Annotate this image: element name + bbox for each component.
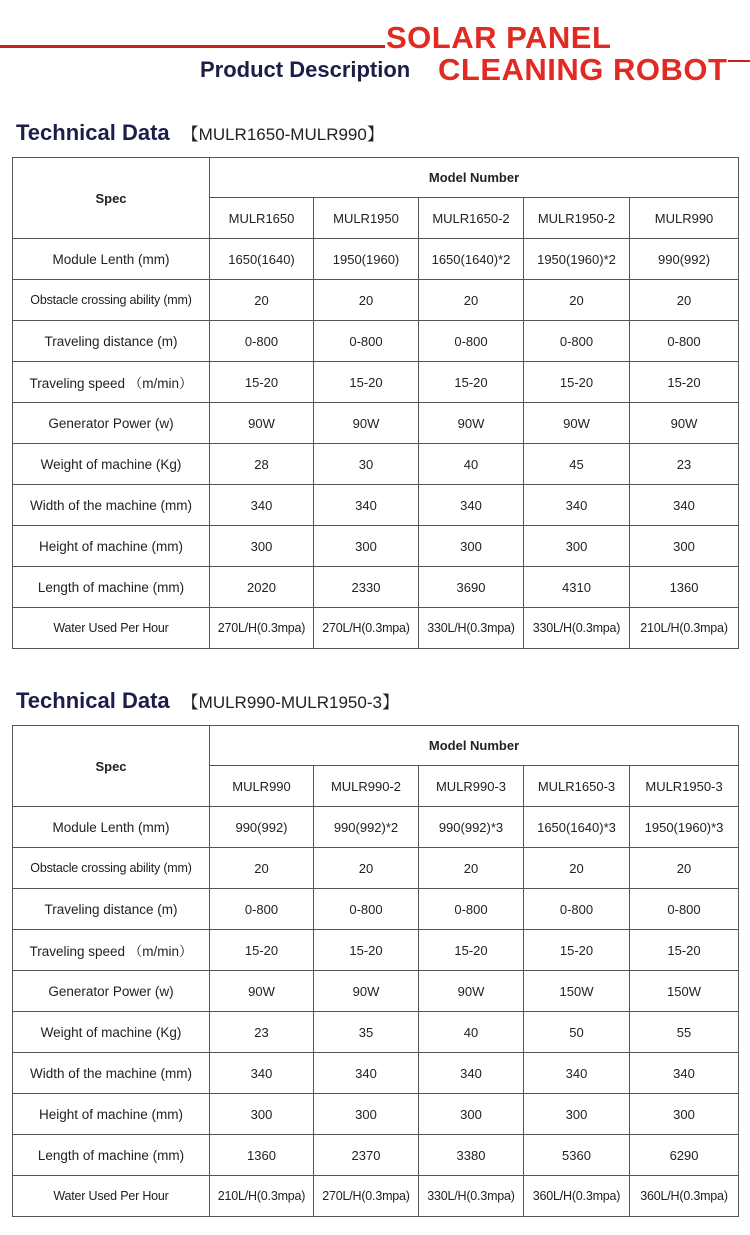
row-label: Obstacle crossing ability (mm) — [13, 848, 210, 889]
table-row — [13, 280, 739, 321]
model-name-cell: MULR990-3 — [419, 766, 524, 807]
value-cell: 15-20 — [314, 362, 419, 403]
value-cell: 6290 — [630, 1135, 739, 1176]
value-cell: 90W — [314, 403, 419, 444]
header-rule-left — [0, 45, 385, 48]
model-name-cell: MULR1950 — [314, 198, 419, 239]
value-cell: 360L/H(0.3mpa) — [524, 1176, 630, 1217]
model-name-cell: MULR1950-2 — [524, 198, 630, 239]
value-cell: 340 — [630, 485, 739, 526]
table-row — [13, 485, 739, 526]
table-row — [13, 526, 739, 567]
value-cell: 40 — [419, 1012, 524, 1053]
value-cell: 300 — [419, 1094, 524, 1135]
value-cell: 0-800 — [419, 889, 524, 930]
table-row — [13, 971, 739, 1012]
value-cell: 990(992)*2 — [314, 807, 419, 848]
value-cell: 15-20 — [210, 930, 314, 971]
table-row — [13, 403, 739, 444]
model-name-cell: MULR1950-3 — [630, 766, 739, 807]
value-cell: 23 — [210, 1012, 314, 1053]
table-header-row — [13, 158, 739, 198]
value-cell: 0-800 — [524, 889, 630, 930]
value-cell: 300 — [630, 1094, 739, 1135]
table-row — [13, 444, 739, 485]
value-cell: 270L/H(0.3mpa) — [314, 1176, 419, 1217]
value-cell: 35 — [314, 1012, 419, 1053]
spec-header: Spec — [13, 158, 210, 239]
value-cell: 990(992) — [630, 239, 739, 280]
value-cell: 340 — [210, 1053, 314, 1094]
value-cell: 20 — [630, 280, 739, 321]
row-label: Traveling distance (m) — [13, 321, 210, 362]
value-cell: 300 — [524, 526, 630, 567]
row-label: Module Lenth (mm) — [13, 807, 210, 848]
value-cell: 90W — [210, 971, 314, 1012]
section-title-text: Technical Data — [16, 688, 170, 713]
value-cell: 210L/H(0.3mpa) — [210, 1176, 314, 1217]
value-cell: 5360 — [524, 1135, 630, 1176]
value-cell: 340 — [524, 1053, 630, 1094]
model-range-text: 【MULR990-MULR1950-3】 — [181, 693, 399, 712]
value-cell: 0-800 — [210, 889, 314, 930]
value-cell: 330L/H(0.3mpa) — [419, 1176, 524, 1217]
table-row — [13, 1135, 739, 1176]
value-cell: 300 — [524, 1094, 630, 1135]
technical-data-table-1 — [12, 157, 739, 649]
value-cell: 340 — [524, 485, 630, 526]
technical-data-table-2 — [12, 725, 739, 1217]
value-cell: 330L/H(0.3mpa) — [419, 608, 524, 649]
table-row — [13, 1053, 739, 1094]
model-name-cell: MULR990-2 — [314, 766, 419, 807]
value-cell: 15-20 — [419, 362, 524, 403]
technical-data-title-1 — [16, 120, 384, 146]
value-cell: 3690 — [419, 567, 524, 608]
table-row — [13, 567, 739, 608]
value-cell: 15-20 — [210, 362, 314, 403]
row-label: Obstacle crossing ability (mm) — [13, 280, 210, 321]
table-row — [13, 321, 739, 362]
value-cell: 20 — [210, 848, 314, 889]
value-cell: 0-800 — [524, 321, 630, 362]
model-number-header: Model Number — [210, 726, 739, 766]
value-cell: 0-800 — [419, 321, 524, 362]
table-row — [13, 1176, 739, 1217]
value-cell: 15-20 — [314, 930, 419, 971]
value-cell: 20 — [524, 848, 630, 889]
model-name-cell: MULR1650-3 — [524, 766, 630, 807]
value-cell: 2020 — [210, 567, 314, 608]
value-cell: 1650(1640)*3 — [524, 807, 630, 848]
value-cell: 15-20 — [630, 930, 739, 971]
value-cell: 90W — [419, 403, 524, 444]
value-cell: 20 — [314, 280, 419, 321]
table-row — [13, 848, 739, 889]
value-cell: 0-800 — [630, 889, 739, 930]
value-cell: 90W — [524, 403, 630, 444]
table-row — [13, 1012, 739, 1053]
value-cell: 300 — [210, 526, 314, 567]
row-label: Weight of machine (Kg) — [13, 444, 210, 485]
value-cell: 0-800 — [314, 889, 419, 930]
value-cell: 340 — [210, 485, 314, 526]
model-name-cell: MULR1650 — [210, 198, 314, 239]
row-label: Height of machine (mm) — [13, 1094, 210, 1135]
table-row — [13, 807, 739, 848]
value-cell: 90W — [314, 971, 419, 1012]
value-cell: 23 — [630, 444, 739, 485]
value-cell: 20 — [524, 280, 630, 321]
value-cell: 150W — [630, 971, 739, 1012]
value-cell: 340 — [630, 1053, 739, 1094]
table-row — [13, 608, 739, 649]
model-name-cell: MULR990 — [210, 766, 314, 807]
value-cell: 300 — [419, 526, 524, 567]
row-label: Generator Power (w) — [13, 403, 210, 444]
value-cell: 90W — [210, 403, 314, 444]
value-cell: 40 — [419, 444, 524, 485]
value-cell: 0-800 — [630, 321, 739, 362]
header-rule-right — [728, 60, 750, 62]
value-cell: 1950(1960)*3 — [630, 807, 739, 848]
row-label: Length of machine (mm) — [13, 1135, 210, 1176]
table-header-row — [13, 726, 739, 766]
row-label: Length of machine (mm) — [13, 567, 210, 608]
value-cell: 90W — [419, 971, 524, 1012]
value-cell: 340 — [314, 485, 419, 526]
value-cell: 28 — [210, 444, 314, 485]
page-title-line1: SOLAR PANEL — [386, 20, 612, 55]
row-label: Water Used Per Hour — [13, 1176, 210, 1217]
value-cell: 1950(1960)*2 — [524, 239, 630, 280]
row-label: Module Lenth (mm) — [13, 239, 210, 280]
value-cell: 15-20 — [524, 930, 630, 971]
row-label: Generator Power (w) — [13, 971, 210, 1012]
spec-header: Spec — [13, 726, 210, 807]
value-cell: 20 — [419, 280, 524, 321]
technical-data-title-2 — [16, 688, 399, 714]
row-label: Weight of machine (Kg) — [13, 1012, 210, 1053]
section-title-text: Technical Data — [16, 120, 170, 145]
value-cell: 340 — [314, 1053, 419, 1094]
row-label: Water Used Per Hour — [13, 608, 210, 649]
value-cell: 300 — [210, 1094, 314, 1135]
value-cell: 30 — [314, 444, 419, 485]
value-cell: 990(992) — [210, 807, 314, 848]
model-range-text: 【MULR1650-MULR990】 — [181, 125, 384, 144]
value-cell: 340 — [419, 1053, 524, 1094]
value-cell: 330L/H(0.3mpa) — [524, 608, 630, 649]
value-cell: 990(992)*3 — [419, 807, 524, 848]
value-cell: 20 — [419, 848, 524, 889]
value-cell: 300 — [314, 1094, 419, 1135]
product-description-label: Product Description — [200, 57, 411, 82]
value-cell: 3380 — [419, 1135, 524, 1176]
value-cell: 1360 — [210, 1135, 314, 1176]
table-row — [13, 362, 739, 403]
value-cell: 20 — [210, 280, 314, 321]
value-cell: 0-800 — [314, 321, 419, 362]
table-row — [13, 1094, 739, 1135]
value-cell: 1360 — [630, 567, 739, 608]
row-label: Width of the machine (mm) — [13, 485, 210, 526]
row-label: Width of the machine (mm) — [13, 1053, 210, 1094]
row-label: Traveling speed （m/min） — [13, 362, 210, 403]
value-cell: 1650(1640)*2 — [419, 239, 524, 280]
value-cell: 20 — [630, 848, 739, 889]
value-cell: 55 — [630, 1012, 739, 1053]
table-row — [13, 930, 739, 971]
model-number-header: Model Number — [210, 158, 739, 198]
value-cell: 1650(1640) — [210, 239, 314, 280]
value-cell: 210L/H(0.3mpa) — [630, 608, 739, 649]
value-cell: 15-20 — [524, 362, 630, 403]
table-row — [13, 889, 739, 930]
row-label: Traveling speed （m/min） — [13, 930, 210, 971]
value-cell: 2370 — [314, 1135, 419, 1176]
value-cell: 0-800 — [210, 321, 314, 362]
page-title-line2: CLEANING ROBOT — [438, 52, 728, 87]
value-cell: 4310 — [524, 567, 630, 608]
value-cell: 2330 — [314, 567, 419, 608]
value-cell: 150W — [524, 971, 630, 1012]
value-cell: 90W — [630, 403, 739, 444]
value-cell: 300 — [630, 526, 739, 567]
value-cell: 360L/H(0.3mpa) — [630, 1176, 739, 1217]
value-cell: 15-20 — [419, 930, 524, 971]
table-row — [13, 239, 739, 280]
model-name-cell: MULR990 — [630, 198, 739, 239]
value-cell: 45 — [524, 444, 630, 485]
value-cell: 340 — [419, 485, 524, 526]
value-cell: 270L/H(0.3mpa) — [210, 608, 314, 649]
value-cell: 15-20 — [630, 362, 739, 403]
value-cell: 270L/H(0.3mpa) — [314, 608, 419, 649]
value-cell: 20 — [314, 848, 419, 889]
value-cell: 1950(1960) — [314, 239, 419, 280]
row-label: Height of machine (mm) — [13, 526, 210, 567]
value-cell: 300 — [314, 526, 419, 567]
value-cell: 50 — [524, 1012, 630, 1053]
row-label: Traveling distance (m) — [13, 889, 210, 930]
model-name-cell: MULR1650-2 — [419, 198, 524, 239]
